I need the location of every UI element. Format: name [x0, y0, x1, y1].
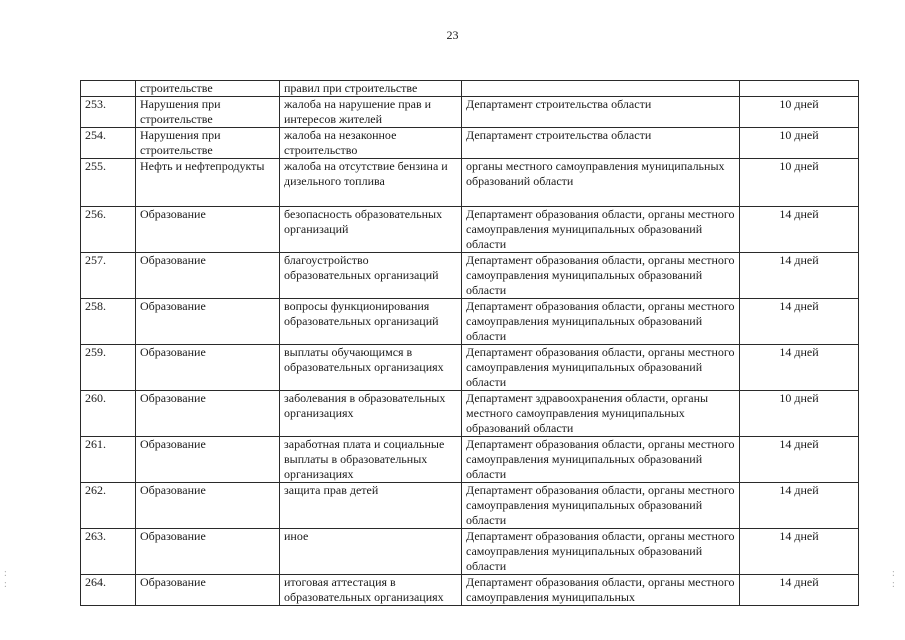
cell-term: 10 дней: [740, 97, 859, 128]
cell-topic: вопросы функционирования образовательных организаций: [280, 299, 462, 345]
cell-term: 14 дней: [740, 299, 859, 345]
cell-topic: заработная плата и социальные выплаты в образовательных организациях: [280, 437, 462, 483]
cell-number: [81, 81, 136, 97]
cell-term: 14 дней: [740, 345, 859, 391]
cell-term: 14 дней: [740, 575, 859, 606]
cell-term: 14 дней: [740, 253, 859, 299]
cell-number: 261.: [81, 437, 136, 483]
cell-topic: иное: [280, 529, 462, 575]
table-row: [81, 207, 859, 253]
cell-term: 10 дней: [740, 128, 859, 159]
cell-number: 262.: [81, 483, 136, 529]
cell-number: 253.: [81, 97, 136, 128]
cell-executor: Департамент образования области, органы местного самоуправления муниципальных образований области: [462, 299, 740, 345]
cell-executor: [462, 81, 740, 97]
cell-number: 264.: [81, 575, 136, 606]
table-row: [81, 128, 859, 159]
cell-executor: Департамент образования области, органы местного самоуправления муниципальных: [462, 575, 740, 606]
cell-topic: итоговая аттестация в образовательных организациях: [280, 575, 462, 606]
table-row: [81, 391, 859, 437]
cell-number: 263.: [81, 529, 136, 575]
cell-number: 259.: [81, 345, 136, 391]
cell-topic: жалоба на незаконное строительство: [280, 128, 462, 159]
cell-topic: заболевания в образовательных организациях: [280, 391, 462, 437]
cell-term: 10 дней: [740, 391, 859, 437]
cell-number: 254.: [81, 128, 136, 159]
cell-category: Образование: [136, 207, 280, 253]
table-row: [81, 575, 859, 606]
cell-topic: жалоба на нарушение прав и интересов жителей: [280, 97, 462, 128]
table-row: [81, 159, 859, 207]
table-row: [81, 253, 859, 299]
cell-category: Образование: [136, 345, 280, 391]
cell-category: Образование: [136, 299, 280, 345]
table-row: [81, 529, 859, 575]
cell-category: Нарушения при строительстве: [136, 128, 280, 159]
register-table: [80, 80, 859, 606]
cell-executor: Департамент образования области, органы местного самоуправления муниципальных образований области: [462, 437, 740, 483]
cell-executor: Департамент образования области, органы местного самоуправления муниципальных образований области: [462, 345, 740, 391]
cell-topic: безопасность образовательных организаций: [280, 207, 462, 253]
cell-number: 257.: [81, 253, 136, 299]
cell-term: 14 дней: [740, 483, 859, 529]
cell-term: 10 дней: [740, 159, 859, 207]
cell-term: 14 дней: [740, 437, 859, 483]
cell-executor: органы местного самоуправления муниципальных образований области: [462, 159, 740, 207]
cell-topic: выплаты обучающимся в образовательных организациях: [280, 345, 462, 391]
cell-category: Образование: [136, 575, 280, 606]
cell-executor: Департамент образования области, органы местного самоуправления муниципальных образований области: [462, 207, 740, 253]
cell-term: [740, 81, 859, 97]
cell-number: 260.: [81, 391, 136, 437]
cell-category: строительстве: [136, 81, 280, 97]
table-row-continuation: [81, 81, 859, 97]
table-row: [81, 345, 859, 391]
left-edge-mark: : :: [4, 568, 7, 590]
cell-executor: Департамент образования области, органы местного самоуправления муниципальных образований области: [462, 483, 740, 529]
page-number: 23: [446, 28, 459, 42]
cell-topic: жалоба на отсутствие бензина и дизельного топлива: [280, 159, 462, 207]
table-row: [81, 97, 859, 128]
cell-topic: защита прав детей: [280, 483, 462, 529]
cell-topic: правил при строительстве: [280, 81, 462, 97]
cell-category: Образование: [136, 483, 280, 529]
right-edge-mark: : :: [892, 568, 895, 590]
table-row: [81, 483, 859, 529]
cell-executor: Департамент образования области, органы местного самоуправления муниципальных образований области: [462, 529, 740, 575]
cell-executor: Департамент здравоохранения области, органы местного самоуправления муниципальных образований области: [462, 391, 740, 437]
cell-number: 258.: [81, 299, 136, 345]
cell-category: Образование: [136, 253, 280, 299]
cell-category: Нефть и нефтепродукты: [136, 159, 280, 207]
cell-number: 256.: [81, 207, 136, 253]
cell-topic: благоустройство образовательных организаций: [280, 253, 462, 299]
table-row: [81, 437, 859, 483]
cell-term: 14 дней: [740, 207, 859, 253]
cell-executor: Департамент строительства области: [462, 97, 740, 128]
table-row: [81, 299, 859, 345]
cell-category: Образование: [136, 529, 280, 575]
cell-executor: Департамент строительства области: [462, 128, 740, 159]
cell-category: Нарушения при строительстве: [136, 97, 280, 128]
cell-term: 14 дней: [740, 529, 859, 575]
cell-number: 255.: [81, 159, 136, 207]
cell-executor: Департамент образования области, органы местного самоуправления муниципальных образований области: [462, 253, 740, 299]
cell-category: Образование: [136, 437, 280, 483]
cell-category: Образование: [136, 391, 280, 437]
